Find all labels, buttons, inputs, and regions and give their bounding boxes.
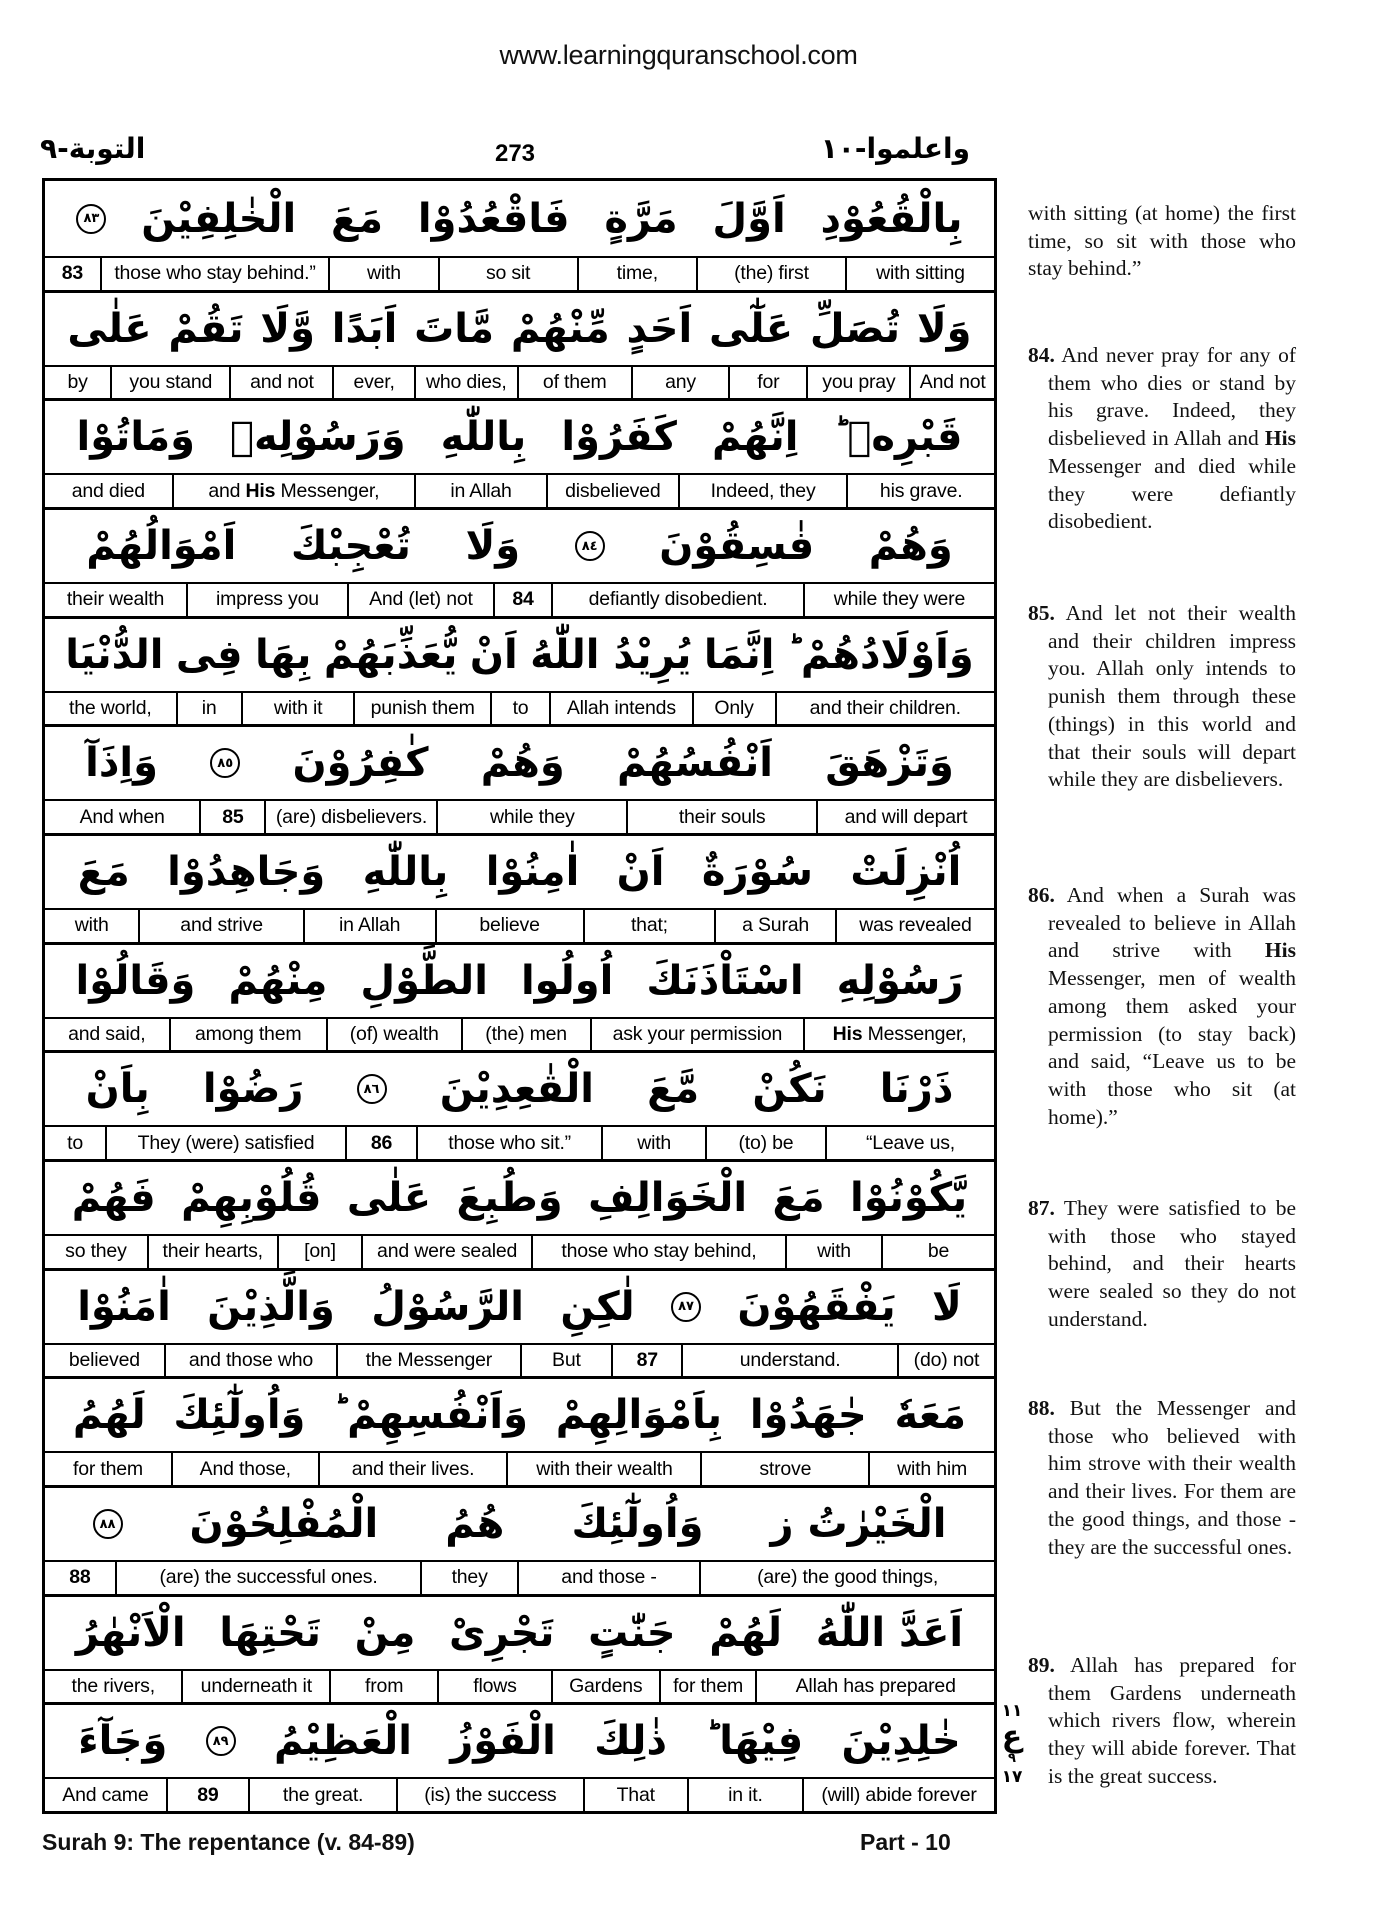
arabic-word: وَاِذَآ [85, 740, 158, 787]
arabic-word: فَاقْعُدُوْا [417, 195, 570, 242]
translation-text: And let not their wealth and their children impress you. Allah only intends to punish them through these (things) in this world and that their souls will depart while they are disbelievers. [1048, 601, 1296, 792]
english-word-cell: And when [79, 805, 165, 828]
english-word-cell: (are) the successful ones. [115, 1562, 421, 1594]
arabic-word: اُولُوا [520, 957, 614, 1004]
english-word-cell: punish them [353, 693, 489, 725]
arabic-row [45, 616, 994, 693]
english-word-cell: while they [436, 801, 626, 833]
english-word-cell: any [631, 367, 729, 399]
verse-end-marker: ٨٤ [575, 531, 605, 561]
arabic-word: الْفَوْزُ [450, 1718, 556, 1765]
arabic-word: الطَّوْلِ [360, 957, 488, 1004]
english-word-cell: for them [659, 1671, 756, 1703]
arabic-word: عَلٰٓى [709, 305, 794, 352]
english-word-cell: you stand [110, 367, 229, 399]
verse-number: 89. [1028, 1653, 1055, 1677]
english-word-cell: and died [71, 479, 145, 502]
english-word-cell: his grave. [846, 475, 994, 507]
english-word-cell: the great. [248, 1779, 396, 1811]
english-word-cell: to [67, 1131, 83, 1154]
ruku-count-bottom: ١٧ [1001, 1767, 1023, 1787]
english-word-cell: with sitting [845, 258, 994, 290]
verse-block [45, 398, 994, 507]
english-word-cell: be [881, 1236, 994, 1268]
english-word-cell: (the) men [461, 1019, 590, 1051]
arabic-word: وَقَالُوْا [75, 957, 196, 1004]
arabic-word: وَلَا [916, 305, 972, 352]
english-word-cell: defiantly disobedient. [551, 584, 803, 616]
verse-number-cell: 83 [61, 262, 84, 285]
verse-end-marker: ٨٦ [357, 1074, 387, 1104]
arabic-word: مَرَّةٍ [604, 195, 678, 242]
arabic-word: الْقٰعِدِيْنَ [439, 1066, 594, 1113]
arabic-word: لٰكِنِ [560, 1283, 635, 1330]
english-row [45, 1562, 994, 1594]
english-row [45, 1127, 994, 1159]
translation-text: They were satisfied to be with those who stayed behind, and their hearts were sealed so they do not understand. [1048, 1196, 1296, 1331]
english-word-cell: and not [229, 367, 332, 399]
arabic-row [45, 181, 994, 258]
arabic-word: مِنْهُمْ [228, 957, 328, 1004]
arabic-word: وَلَا [465, 523, 521, 570]
english-word-cell: (is) the success [396, 1779, 583, 1811]
translation-paragraph [1028, 1395, 1296, 1561]
english-word-cell: with [601, 1127, 705, 1159]
arabic-word: يُرِيْدُ اللّٰهُ [530, 631, 692, 678]
arabic-word: هُمُ [445, 1501, 505, 1548]
english-word-cell: That [583, 1779, 687, 1811]
arabic-word: بِاَنْ [85, 1066, 150, 1113]
arabic-word: الْعَظِيْمُ [273, 1718, 412, 1765]
english-word-cell: the Messenger [336, 1345, 519, 1377]
english-row [45, 693, 994, 725]
arabic-word: الدُّنْيَا [65, 631, 164, 678]
verse-block [45, 1268, 994, 1377]
english-word-cell: the world, [69, 697, 152, 720]
english-word-cell: their souls [626, 801, 816, 833]
translation-paragraph [1028, 1652, 1296, 1791]
english-word-cell: Allah intends [549, 693, 691, 725]
english-word-cell: disbelieved [546, 475, 678, 507]
arabic-row [45, 833, 994, 910]
verse-block [45, 616, 994, 725]
verse-number-cell: 88 [69, 1566, 91, 1589]
arabic-word: بِهَا [255, 631, 312, 678]
arabic-word: اَنْ [616, 849, 665, 896]
translation-text: But the Messenger and those who believed with him strove with their wealth and their lives. For them are the good things, and those - they are the successful ones. [1048, 1396, 1296, 1559]
arabic-word: لَهُمْ [709, 1609, 783, 1656]
english-word-cell: in [176, 693, 241, 725]
english-row [45, 1453, 994, 1485]
verse-block [45, 1376, 994, 1485]
arabic-word: الرَّسُوْلُ [371, 1283, 524, 1330]
arabic-word: وَاُولٰٓئِكَ [173, 1392, 306, 1439]
english-word-cell: strove [700, 1453, 868, 1485]
arabic-word: بِاَمْوَالِهِمْ [555, 1392, 723, 1439]
english-word-cell: with [328, 258, 437, 290]
english-word-cell: those who stay behind.” [100, 258, 329, 290]
arabic-word: مَعَهٗ [894, 1392, 967, 1439]
ruku-ain-icon: ع [1001, 1719, 1023, 1754]
english-word-cell: of them [517, 367, 631, 399]
arabic-word: وَهُمْ [868, 523, 953, 570]
arabic-word: وَجَآءَ [78, 1718, 168, 1765]
english-row [45, 584, 994, 616]
arabic-word: اَعَدَّ اللّٰهُ [815, 1609, 964, 1656]
arabic-word: تَقُمْ [168, 305, 244, 352]
arabic-word: تُعْجِبْكَ [290, 523, 411, 570]
verse-end-marker: ٨٥ [210, 748, 240, 778]
english-word-cell: (are) disbelievers. [264, 801, 436, 833]
arabic-row [45, 507, 994, 584]
arabic-word: سُوْرَةٌ [701, 849, 813, 896]
english-word-cell: to [490, 693, 549, 725]
english-word-cell: They (were) satisfied [105, 1127, 345, 1159]
verse-number: 85. [1028, 601, 1055, 625]
arabic-word: يَفْقَهُوْنَ [737, 1283, 896, 1330]
english-row [45, 367, 994, 399]
arabic-word: اٰمَنُوْا [77, 1283, 171, 1330]
english-word-cell: and His Messenger, [172, 475, 415, 507]
verse-block [45, 833, 994, 942]
arabic-word: كٰفِرُوْنَ [292, 740, 429, 787]
english-word-cell: a Surah [714, 910, 835, 942]
arabic-word: وَالَّذِيْنَ [207, 1283, 335, 1330]
english-word-cell: and strive [138, 910, 303, 942]
arabic-word: مَّاتَ [414, 305, 495, 352]
verse-number: 88. [1028, 1396, 1055, 1420]
verse-end-marker: ٨٩ [206, 1726, 236, 1756]
english-word-cell: with [785, 1236, 881, 1268]
verse-end-marker: ٨٨ [93, 1509, 123, 1539]
verse-block [45, 1485, 994, 1594]
english-word-cell: (will) abide forever [802, 1779, 994, 1811]
arabic-word: وَطُبِعَ [456, 1175, 563, 1222]
arabic-word: الْخٰلِفِيْنَ [141, 195, 297, 242]
english-word-cell: those who sit.” [416, 1127, 601, 1159]
footer-part: Part - 10 [860, 1829, 951, 1855]
arabic-word: اُنْزِلَتْ [850, 849, 962, 896]
translation-text: with sitting (at home) the first time, so sit with those who stay behind.” [1028, 201, 1296, 281]
english-word-cell: His Messenger, [803, 1019, 994, 1051]
english-word-cell: (of) wealth [326, 1019, 461, 1051]
arabic-word: ذٰلِكَ [594, 1718, 667, 1765]
english-word-cell: so they [65, 1240, 127, 1263]
english-word-cell: time, [577, 258, 696, 290]
english-word-cell: with [74, 914, 109, 937]
arabic-row [45, 1050, 994, 1127]
english-word-cell: (to) be [705, 1127, 825, 1159]
translation-paragraph [1028, 600, 1296, 794]
arabic-word: جٰهَدُوْا [749, 1392, 867, 1439]
arabic-word: عَلٰى [67, 305, 152, 352]
verse-number-cell: 87 [611, 1345, 681, 1377]
english-word-cell: was revealed [835, 910, 994, 942]
arabic-row [45, 1594, 994, 1671]
arabic-word: تُصَلِّ [809, 305, 901, 352]
english-word-cell: And came [62, 1783, 149, 1806]
juz-name-header: واعلموا-١٠ [820, 132, 970, 165]
verse-end-marker: ٨٧ [671, 1292, 701, 1322]
english-word-cell: those who stay behind, [531, 1236, 785, 1268]
arabic-word: مِّنْهُمْ [510, 305, 610, 352]
arabic-word: عَلٰى [346, 1175, 432, 1222]
arabic-word: الْخَيْرٰتُ ز [770, 1501, 947, 1548]
english-word-cell: believed [68, 1349, 140, 1372]
verse-block [45, 724, 994, 833]
english-word-cell: (are) the good things, [699, 1562, 994, 1594]
arabic-word: فِيْهَا ؕ [705, 1718, 804, 1765]
arabic-word: اَبَدًا [331, 305, 398, 352]
verse-block [45, 290, 994, 399]
arabic-word: يَّكُوْنُوْا [850, 1175, 968, 1222]
arabic-word: قُلُوْبِهِمْ [181, 1175, 322, 1222]
english-word-cell: [on] [277, 1236, 362, 1268]
arabic-word: وَهُمْ [480, 740, 565, 787]
arabic-word: رَضُوْا [202, 1066, 304, 1113]
arabic-word: مَعَ [77, 849, 130, 896]
english-word-cell: Allah has prepared [755, 1671, 994, 1703]
arabic-word: اِنَّمَا [703, 631, 775, 678]
english-word-cell: in Allah [303, 910, 435, 942]
english-word-cell: (do) not [897, 1345, 994, 1377]
english-word-cell: in Allah [414, 475, 546, 507]
english-word-cell: And (let) not [347, 584, 493, 616]
arabic-row [45, 942, 994, 1019]
translation-paragraph [1028, 200, 1296, 283]
arabic-word: الْخَوَالِفِ [588, 1175, 748, 1222]
ruku-marker [998, 1700, 1026, 1788]
arabic-word: مَّعَ [647, 1066, 700, 1113]
english-word-cell: from [329, 1671, 437, 1703]
verse-number: 84. [1028, 343, 1055, 367]
footer-surah-title: Surah 9: The repentance (v. 84-89) [42, 1829, 415, 1855]
arabic-word: بِالْقُعُوْدِ [820, 195, 963, 242]
english-row [45, 1345, 994, 1377]
arabic-word: اَوَّلَ [712, 195, 786, 242]
page-number: 273 [494, 140, 536, 167]
english-word-cell: and their children. [775, 693, 994, 725]
english-word-cell: you pray [806, 367, 909, 399]
arabic-word: مَعَ [772, 1175, 825, 1222]
translation-paragraph [1028, 1195, 1296, 1334]
arabic-word: تَجْرِىْ [449, 1609, 555, 1656]
arabic-row [45, 1159, 994, 1236]
arabic-word: رَسُوْلِهِ [836, 957, 964, 1004]
english-word-cell: and will depart [816, 801, 994, 833]
english-word-cell: Indeed, they [678, 475, 847, 507]
surah-name-header: التوبة-٩ [40, 132, 146, 165]
bold-pronoun: His [1264, 938, 1296, 963]
english-word-cell: with their wealth [506, 1453, 700, 1485]
verse-number-cell: 85 [199, 801, 264, 833]
english-word-cell: flows [437, 1671, 551, 1703]
arabic-word: جَنّٰتٍ [588, 1609, 676, 1656]
bold-pronoun: His [1264, 426, 1296, 451]
english-word-cell: “Leave us, [825, 1127, 994, 1159]
verse-block [45, 507, 994, 616]
verse-block [45, 1594, 994, 1703]
english-word-cell: and were sealed [361, 1236, 530, 1268]
english-word-cell: with him [868, 1453, 994, 1485]
arabic-word: مِنْ [354, 1609, 416, 1656]
arabic-row [45, 1702, 994, 1779]
arabic-word: اِنَّهُمْ [711, 414, 799, 461]
english-row [45, 910, 994, 942]
arabic-word: الْاَنْهٰرُ [75, 1609, 186, 1656]
english-word-cell: their wealth [66, 588, 165, 611]
arabic-row [45, 398, 994, 475]
arabic-row [45, 1485, 994, 1562]
english-row [45, 258, 994, 290]
verse-block [45, 1702, 994, 1811]
english-word-cell: and their lives. [318, 1453, 507, 1485]
verse-block [45, 181, 994, 290]
word-by-word-table [42, 178, 997, 1814]
arabic-row [45, 724, 994, 801]
arabic-word: ذَرْنَا [879, 1066, 954, 1113]
arabic-word: فٰسِقُوْنَ [659, 523, 815, 570]
arabic-word: وَتَزْهَقَ [825, 740, 954, 787]
translation-text: Allah has prepared for them Gardens underneath which rivers flow, wherein they will abide forever. That is the great success. [1048, 1653, 1296, 1788]
arabic-word: نَكُنْ [752, 1066, 827, 1113]
arabic-word: فِى [175, 631, 243, 678]
ruku-sub: ٩ [1008, 1751, 1016, 1766]
english-word-cell: ever, [332, 367, 413, 399]
verse-number: 87. [1028, 1196, 1055, 1220]
english-word-cell: they [420, 1562, 517, 1594]
english-row [45, 1019, 994, 1051]
english-row [45, 801, 994, 833]
arabic-word: اسْتَاْذَنَكَ [646, 957, 804, 1004]
verse-number: 86. [1028, 883, 1055, 907]
arabic-word: لَهُمُ [72, 1392, 146, 1439]
english-word-cell: Gardens [551, 1671, 659, 1703]
verse-number-cell: 84 [493, 584, 551, 616]
english-word-cell: underneath it [181, 1671, 329, 1703]
english-word-cell: understand. [681, 1345, 897, 1377]
verse-number-cell: 89 [166, 1779, 248, 1811]
verse-end-marker: ٨٣ [76, 204, 106, 234]
verse-block [45, 1050, 994, 1159]
english-word-cell: by [67, 371, 88, 393]
verse-number-cell: 86 [345, 1127, 416, 1159]
arabic-word: خٰلِدِيْنَ [841, 1718, 961, 1765]
arabic-row [45, 1268, 994, 1345]
arabic-word: وَاَنْفُسِهِمْ ؕ [333, 1392, 528, 1439]
english-word-cell: believe [435, 910, 583, 942]
arabic-word: اٰمِنُوْا [485, 849, 580, 896]
arabic-word: بِاللّٰهِ [440, 414, 527, 461]
english-word-cell: and those - [517, 1562, 699, 1594]
arabic-word: فَهُمْ [71, 1175, 156, 1222]
english-word-cell: and those who [164, 1345, 337, 1377]
arabic-word: لَا [932, 1283, 962, 1330]
arabic-row [45, 1376, 994, 1453]
english-word-cell: for them [72, 1457, 143, 1480]
ruku-count-top: ١١ [1001, 1701, 1023, 1721]
english-word-cell: for [728, 367, 806, 399]
english-word-cell: among them [169, 1019, 326, 1051]
arabic-word: اَنْ [469, 631, 518, 678]
english-word-cell: And those, [171, 1453, 318, 1485]
english-word-cell: And not [909, 367, 994, 399]
english-word-cell: in it. [687, 1779, 802, 1811]
english-word-cell: Only [692, 693, 775, 725]
arabic-word: وَاُولٰٓئِكَ [571, 1501, 704, 1548]
arabic-word: الْمُفْلِحُوْنَ [189, 1501, 379, 1548]
english-row [45, 475, 994, 507]
arabic-word: اَحَدٍ [626, 305, 693, 352]
arabic-word: يُّعَذِّبَهُمْ [323, 631, 458, 678]
arabic-word: وَاَوْلَادُهُمْ ؕ [786, 631, 974, 678]
english-word-cell: who dies, [414, 367, 517, 399]
translation-paragraph: 84. And never pray for any of them who dies or stand by his grave. Indeed, they disbelieved in Allah and His Messenger and died while they were defiantly disobedient. [1028, 343, 1296, 534]
verse-block [45, 1159, 994, 1268]
english-row [45, 1779, 994, 1811]
english-word-cell: so sit [438, 258, 577, 290]
english-word-cell: But [520, 1345, 612, 1377]
english-row [45, 1671, 994, 1703]
verse-block [45, 942, 994, 1051]
english-word-cell: impress you [186, 584, 347, 616]
arabic-word: مَعَ [330, 195, 384, 242]
english-word-cell: their hearts, [147, 1236, 277, 1268]
english-word-cell: (the) first [696, 258, 845, 290]
english-word-cell: with it [241, 693, 354, 725]
translation-paragraph: 86. And when a Surah was revealed to believe in Allah and strive with His Messenger, men of wealth among them asked your permission (to stay back) and said, “Leave us to be with those who sit (at home).” [1028, 883, 1296, 1129]
arabic-word: قَبْرِهٖ ؕ [833, 414, 963, 461]
arabic-row [45, 290, 994, 367]
arabic-word: تَحْتِهَا [219, 1609, 321, 1656]
english-word-cell: and said, [68, 1023, 146, 1046]
english-word-cell: while they were [803, 584, 994, 616]
arabic-word: كَفَرُوْا [561, 414, 677, 461]
english-word-cell: ask your permission [590, 1019, 803, 1051]
arabic-word: وَمَاتُوْا [76, 414, 195, 461]
english-word-cell: the rivers, [71, 1675, 155, 1698]
english-row [45, 1236, 994, 1268]
arabic-word: بِاللّٰهِ [362, 849, 449, 896]
arabic-word: وَّلَا [260, 305, 315, 352]
site-url[interactable]: www.learningquranschool.com [499, 40, 858, 70]
arabic-word: اَمْوَالُهُمْ [86, 523, 237, 570]
arabic-word: وَرَسُوْلِهٖ [230, 414, 406, 461]
arabic-word: وَجَاهِدُوْا [167, 849, 326, 896]
english-word-cell: that; [583, 910, 715, 942]
arabic-word: اَنْفُسُهُمْ [616, 740, 773, 787]
